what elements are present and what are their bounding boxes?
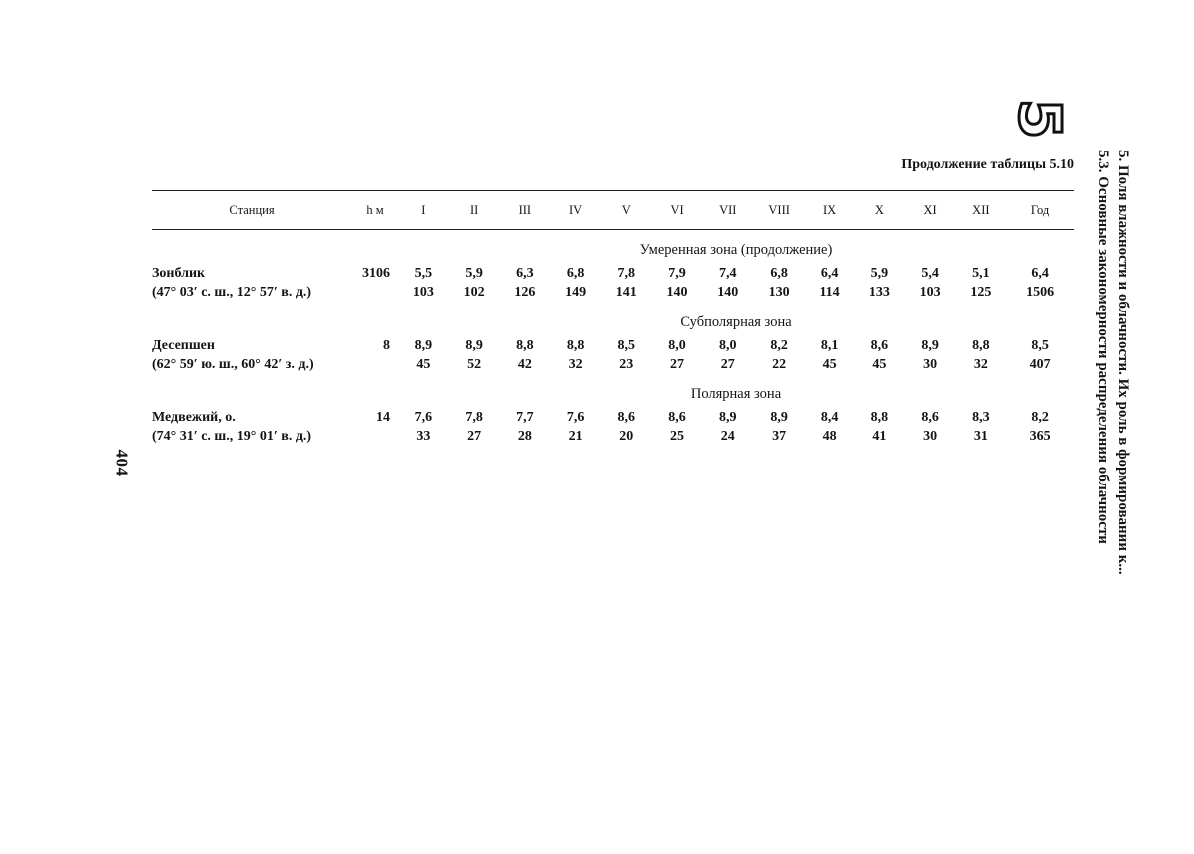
overcast-days-cell: 52 — [467, 356, 482, 372]
station-height: 3106 — [362, 265, 390, 281]
cloudiness-table — [152, 190, 1074, 446]
overcast-days-cell: 22 — [772, 356, 787, 372]
cloud-amount-cell: 6,4 — [1031, 265, 1049, 281]
overcast-days-cell: 45 — [416, 356, 431, 372]
cloud-amount-cell: 5,4 — [921, 265, 939, 281]
cloud-amount-cell: 8,9 — [921, 337, 939, 353]
overcast-days-cell: 1506 — [1026, 284, 1055, 300]
overcast-days-cell: 114 — [819, 284, 840, 300]
cloud-amount-cell: 7,6 — [414, 409, 433, 425]
header-month: III — [499, 191, 550, 230]
header-month: IV — [550, 191, 601, 230]
overcast-days-cell: 42 — [517, 356, 532, 372]
table-row — [152, 427, 1074, 446]
station-coords: (47° 03′ с. ш., 12° 57′ в. д.) — [152, 284, 312, 300]
overcast-days-cell: 37 — [772, 428, 787, 444]
header-month: VIII — [753, 191, 805, 230]
overcast-days-cell: 45 — [872, 356, 887, 372]
header-month: VI — [652, 191, 703, 230]
cloud-amount-cell: 8,6 — [668, 409, 686, 425]
chapter-number-glyph: 5 — [1006, 98, 1075, 140]
header-year: Год — [1006, 191, 1074, 230]
cloud-amount-cell: 8,3 — [972, 409, 990, 425]
running-head-section: 5.3. Основные закономерности распределения облачности — [1095, 150, 1111, 544]
header-month: I — [398, 191, 449, 230]
overcast-days-cell: 365 — [1029, 428, 1051, 444]
overcast-days-cell: 27 — [670, 356, 685, 372]
zone-label: Умеренная зона (продолжение) — [639, 241, 833, 258]
overcast-days-cell: 140 — [666, 284, 688, 300]
station-name: Десепшен — [152, 337, 215, 353]
overcast-days-cell: 141 — [615, 284, 637, 300]
overcast-days-cell: 21 — [568, 428, 583, 444]
zone-header-row — [152, 374, 1074, 408]
header-month: IX — [805, 191, 854, 230]
table-row — [152, 408, 1074, 427]
zone-spacer — [352, 374, 398, 408]
cloud-amount-cell: 8,6 — [870, 337, 889, 353]
table-row — [152, 283, 1074, 302]
cloud-amount-cell: 6,3 — [516, 265, 534, 281]
table-caption: Продолжение таблицы 5.10 — [901, 157, 1074, 172]
cloud-amount-cell: 8,0 — [719, 337, 737, 353]
overcast-days-cell: 25 — [670, 428, 685, 444]
station-height: 8 — [383, 337, 390, 353]
cloud-amount-cell: 5,9 — [465, 265, 483, 281]
cloud-amount-cell: 7,8 — [617, 265, 636, 281]
cloud-amount-cell: 8,6 — [617, 409, 636, 425]
cloud-amount-cell: 7,6 — [566, 409, 585, 425]
overcast-days-cell: 140 — [717, 284, 739, 300]
zone-spacer — [152, 230, 352, 265]
overcast-days-cell: 126 — [514, 284, 536, 300]
cloud-amount-cell: 5,1 — [972, 265, 990, 281]
cloud-amount-cell: 6,4 — [820, 265, 839, 281]
overcast-days-cell: 130 — [768, 284, 790, 300]
header-month: X — [854, 191, 905, 230]
cloud-amount-cell: 5,9 — [870, 265, 889, 281]
overcast-days-cell: 31 — [973, 428, 988, 444]
header-month: II — [449, 191, 500, 230]
overcast-days-cell: 407 — [1029, 356, 1051, 372]
zone-spacer — [152, 374, 352, 408]
cloud-amount-cell: 8,6 — [921, 409, 939, 425]
cloud-amount-cell: 8,8 — [516, 337, 534, 353]
overcast-days-cell: 45 — [822, 356, 837, 372]
zone-spacer — [352, 302, 398, 336]
height-empty-cell — [352, 283, 398, 302]
overcast-days-cell: 32 — [973, 356, 988, 372]
header-station: Станция — [152, 191, 352, 230]
header-month: XII — [955, 191, 1006, 230]
station-coords: (74° 31′ с. ш., 19° 01′ в. д.) — [152, 428, 312, 444]
cloud-amount-cell: 6,8 — [566, 265, 585, 281]
cloud-amount-cell: 8,9 — [465, 337, 483, 353]
overcast-days-cell: 149 — [565, 284, 587, 300]
zone-spacer — [352, 230, 398, 265]
cloud-amount-cell: 8,2 — [1031, 409, 1049, 425]
zone-header-row — [152, 230, 1074, 265]
running-head-chapter: 5. Поля влажности и облачности. Их роль в формировании к... — [1115, 150, 1131, 575]
overcast-days-cell: 23 — [619, 356, 634, 372]
header-month: XI — [905, 191, 956, 230]
cloud-amount-cell: 8,9 — [719, 409, 737, 425]
overcast-days-cell: 28 — [517, 428, 532, 444]
header-height: h м — [352, 191, 398, 230]
cloud-amount-cell: 8,2 — [770, 337, 788, 353]
cloud-amount-cell: 8,8 — [870, 409, 889, 425]
zone-spacer — [152, 302, 352, 336]
overcast-days-cell: 32 — [568, 356, 583, 372]
overcast-days-cell: 27 — [720, 356, 735, 372]
page-number: 404 — [112, 449, 132, 477]
cloud-amount-cell: 8,5 — [1031, 337, 1049, 353]
cloud-amount-cell: 8,4 — [820, 409, 839, 425]
zone-label: Субполярная зона — [680, 313, 792, 330]
overcast-days-cell: 48 — [822, 428, 837, 444]
table-row — [152, 355, 1074, 374]
station-name: Зонблик — [152, 265, 206, 281]
table-header-row — [152, 191, 1074, 230]
station-coords: (62° 59′ ю. ш., 60° 42′ з. д.) — [152, 356, 314, 372]
overcast-days-cell: 30 — [923, 428, 938, 444]
overcast-days-cell: 103 — [412, 284, 434, 300]
cloud-amount-cell: 8,9 — [414, 337, 433, 353]
overcast-days-cell: 27 — [467, 428, 482, 444]
overcast-days-cell: 24 — [720, 428, 735, 444]
overcast-days-cell: 125 — [970, 284, 992, 300]
cloud-amount-cell: 8,1 — [820, 337, 839, 353]
overcast-days-cell: 103 — [919, 284, 941, 300]
zone-header-row — [152, 302, 1074, 336]
overcast-days-cell: 33 — [416, 428, 431, 444]
cloud-amount-cell: 6,8 — [770, 265, 788, 281]
cloud-amount-cell: 8,0 — [668, 337, 686, 353]
cloud-amount-cell: 8,8 — [566, 337, 585, 353]
zone-label: Полярная зона — [690, 385, 782, 402]
cloud-amount-cell: 8,5 — [617, 337, 636, 353]
overcast-days-cell: 41 — [872, 428, 887, 444]
station-name: Медвежий, о. — [152, 409, 236, 425]
cloud-amount-cell: 8,9 — [770, 409, 788, 425]
height-empty-cell — [352, 427, 398, 446]
header-month: V — [601, 191, 652, 230]
cloud-amount-cell: 5,5 — [414, 265, 433, 281]
table-row — [152, 336, 1074, 355]
cloud-amount-cell: 7,7 — [516, 409, 534, 425]
station-height: 14 — [376, 409, 390, 425]
overcast-days-cell: 133 — [868, 284, 890, 300]
cloud-amount-cell: 7,9 — [668, 265, 686, 281]
table-row — [152, 264, 1074, 283]
cloud-amount-cell: 8,8 — [972, 337, 990, 353]
overcast-days-cell: 102 — [463, 284, 485, 300]
header-month: VII — [702, 191, 753, 230]
cloud-amount-cell: 7,8 — [465, 409, 483, 425]
overcast-days-cell: 20 — [619, 428, 634, 444]
cloud-amount-cell: 7,4 — [719, 265, 737, 281]
height-empty-cell — [352, 355, 398, 374]
overcast-days-cell: 30 — [923, 356, 938, 372]
